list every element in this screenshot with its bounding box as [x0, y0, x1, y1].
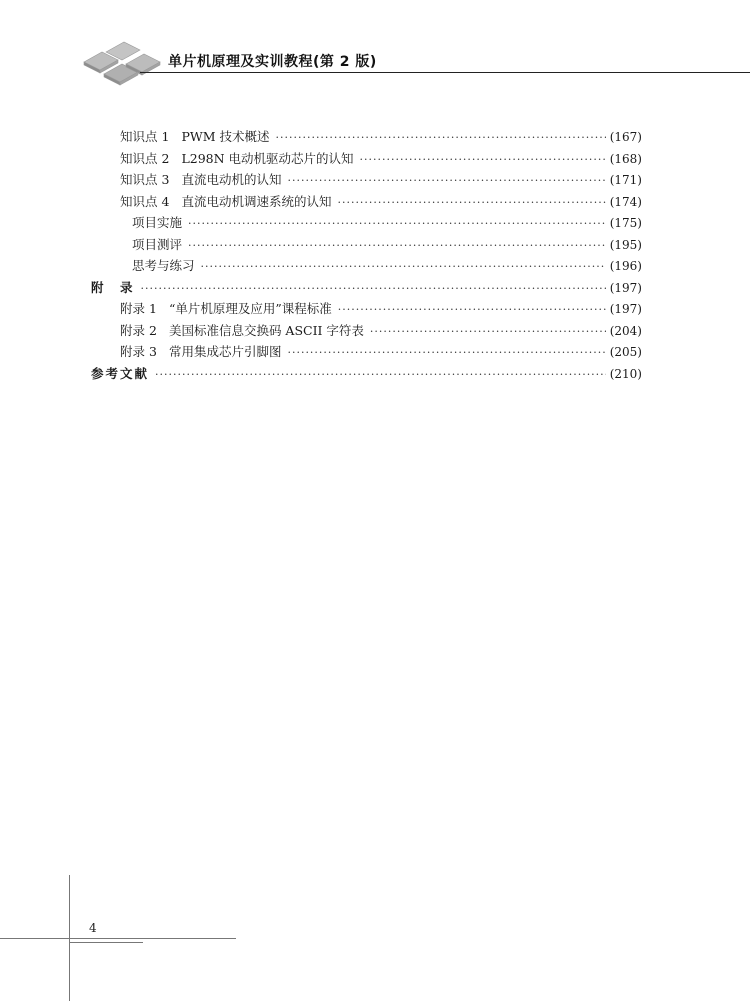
crop-mark-horizontal [0, 938, 236, 939]
toc-entry-title: “单片机原理及应用”课程标准 [168, 301, 332, 316]
crop-mark-horizontal-short [69, 942, 143, 943]
dot-leader [155, 368, 606, 381]
toc-entry-title: 项目测评 [132, 236, 183, 252]
toc-entry-title: 美国标准信息交换码 ASCII 字符表 [168, 322, 364, 338]
dot-leader [141, 282, 606, 295]
toc-entry-number: 知识点 4 [120, 193, 170, 209]
running-header-title: 单片机原理及实训教程(第 2 版) [168, 54, 377, 70]
toc-entry-page: (210) [609, 366, 642, 381]
toc-entry-title: PWM 技术概述 [181, 129, 270, 144]
dot-leader [201, 260, 606, 273]
dot-leader [287, 346, 605, 359]
toc-entry[interactable] [91, 235, 642, 257]
toc-entry-title: 直流电动机的认知 [181, 172, 282, 187]
dot-leader [188, 217, 606, 230]
toc-entry-number: 附录 1 [120, 301, 157, 316]
toc-entry-page: (174) [609, 194, 642, 209]
toc-entry-title: 参考文献 [91, 365, 150, 381]
toc-entry-page: (168) [609, 151, 642, 166]
dot-leader [275, 131, 605, 144]
toc-entry-number: 知识点 3 [120, 172, 170, 187]
toc-entry[interactable] [91, 170, 642, 192]
dot-leader [338, 303, 606, 316]
toc-entry-page: (195) [609, 237, 642, 252]
toc-entry-title: 直流电动机调速系统的认知 [181, 193, 332, 209]
toc-entry-page: (196) [609, 259, 642, 273]
page-number: 4 [89, 921, 97, 935]
toc-entry-title: 思考与练习 [132, 258, 195, 273]
toc-entry[interactable] [91, 364, 642, 386]
toc-entry-number: 知识点 2 [120, 150, 170, 166]
toc-entry-number: 附录 3 [120, 344, 157, 359]
toc-entry[interactable] [91, 321, 642, 343]
toc-entry[interactable] [91, 149, 642, 171]
toc-entry-page: (197) [609, 302, 642, 316]
toc-entry-page: (197) [609, 280, 642, 295]
dot-leader [337, 196, 605, 209]
toc-entry-page: (205) [609, 345, 642, 359]
toc-entry[interactable] [91, 342, 642, 364]
toc-entry-title: 常用集成芯片引脚图 [168, 344, 282, 359]
toc-entry-number: 知识点 1 [120, 129, 170, 144]
toc-entry[interactable] [91, 256, 642, 278]
toc-entry-number: 附录 2 [120, 322, 157, 338]
toc-entry-page: (167) [609, 130, 642, 144]
toc-entry-title: 项目实施 [132, 215, 183, 230]
dot-leader [287, 174, 605, 187]
toc-entry-page: (171) [609, 173, 642, 187]
toc-entry[interactable] [91, 192, 642, 214]
dot-leader [188, 239, 606, 252]
toc-entry[interactable] [91, 127, 642, 149]
dot-leader [360, 153, 606, 166]
toc-entry-page: (175) [609, 216, 642, 230]
table-of-contents [91, 127, 642, 385]
book-logo-icon [76, 40, 166, 100]
dot-leader [370, 325, 606, 338]
toc-entry[interactable] [91, 213, 642, 235]
toc-entry-page: (204) [609, 323, 642, 338]
toc-entry[interactable] [91, 299, 642, 321]
toc-entry[interactable] [91, 278, 642, 300]
header-rule [140, 72, 750, 73]
toc-entry-title: 附 录 [91, 279, 135, 295]
toc-entry-title: L298N 电动机驱动芯片的认知 [181, 150, 354, 166]
